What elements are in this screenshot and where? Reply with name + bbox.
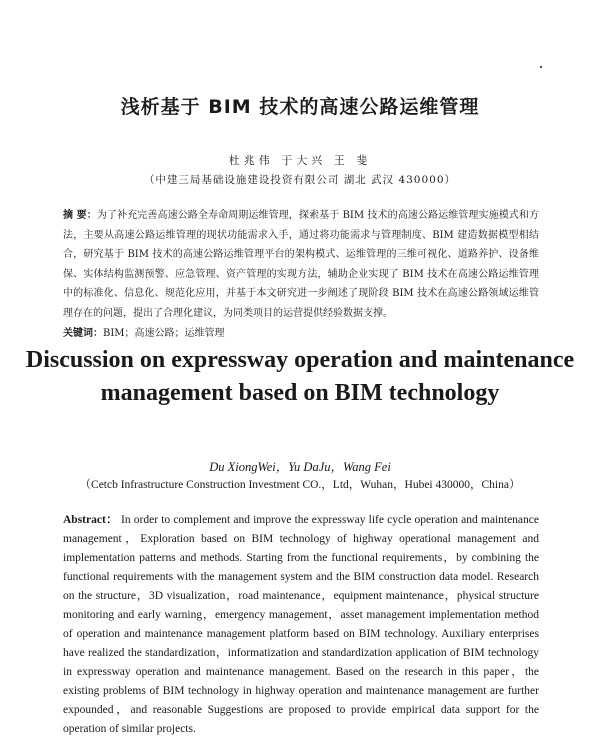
english-affiliation: （Cetcb Infrastructure Construction Investment CO.，Ltd，Wuhan，Hubei 430000，China） xyxy=(79,479,521,491)
chinese-affiliation: （中建三局基础设施建设投资有限公司 湖北 武汉 430000） xyxy=(143,174,457,186)
chinese-abstract xyxy=(63,206,539,323)
english-title xyxy=(20,344,580,410)
english-abstract-text: In order to complement and improve the expressway life cycle operation and maintenance management，Exploration based on BIM technology of highway operational management and implementation patterns and methods. Starting from the functional requirements，by combining the functional requirements with the management system and the BIM construction data model. Research on the structure，3D visualization，road maintenance，equipment maintenance，physical structure monitoring and early warning，emergency management，asset management implementation method of operation and maintenance management platform based on BIM technology. Auxiliary enterprises have realized the standardization，informatization and standardization application of BIM technology in expressway operation and maintenance management. Based on the research in this paper，the existing problems of BIM technology in highway operation and maintenance management are further expounded，and reasonable Suggestions are proposed to provide empirical data support for the operation of similar projects. xyxy=(63,514,539,735)
chinese-keywords-text: BIM；高速公路；运维管理 xyxy=(103,328,225,339)
english-title-line2: management based on BIM technology xyxy=(100,380,500,406)
chinese-abstract-text: 为了补充完善高速公路全寿命周期运维管理，探索基于 BIM 技术的高速公路运维管理实施模式和方法，主要从高速公路运维管理的现状功能需求入手，通过将功能需求与管理制度、BIM 建造数据模型相结合，研究基于 BIM 技术的高速公路运维管理平台的架构模式、运维管理的三维可视化、道路养护、设备维保、实体结构监测预警、应急管理、资产管理的实现方法，辅助企业实现了 BIM 技术在高速公路运维管理中的标准化、信息化、规范化应用，并基于本文研究进一步阐述了现阶段 BIM 技术在高速公路领域运维管理存在的问题，提出了合理化建议，为同类项目的运营提供经验数据支撑。 xyxy=(63,210,539,319)
chinese-authors: 杜兆伟 于大兴 王 斐 xyxy=(228,154,372,167)
chinese-title: 浅析基于 BIM 技术的高速公路运维管理 xyxy=(120,96,480,118)
chinese-keywords xyxy=(63,324,539,343)
chinese-abstract-label: 摘 要： xyxy=(63,210,97,221)
chinese-keywords-label: 关键词： xyxy=(63,328,103,339)
page-speck xyxy=(540,66,542,68)
english-abstract-label: Abstract： xyxy=(63,514,118,526)
english-abstract xyxy=(63,511,539,739)
english-title-line1: Discussion on expressway operation and maintenance xyxy=(25,347,575,373)
english-authors: Du XiongWei，Yu DaJu，Wang Fei xyxy=(209,460,391,474)
